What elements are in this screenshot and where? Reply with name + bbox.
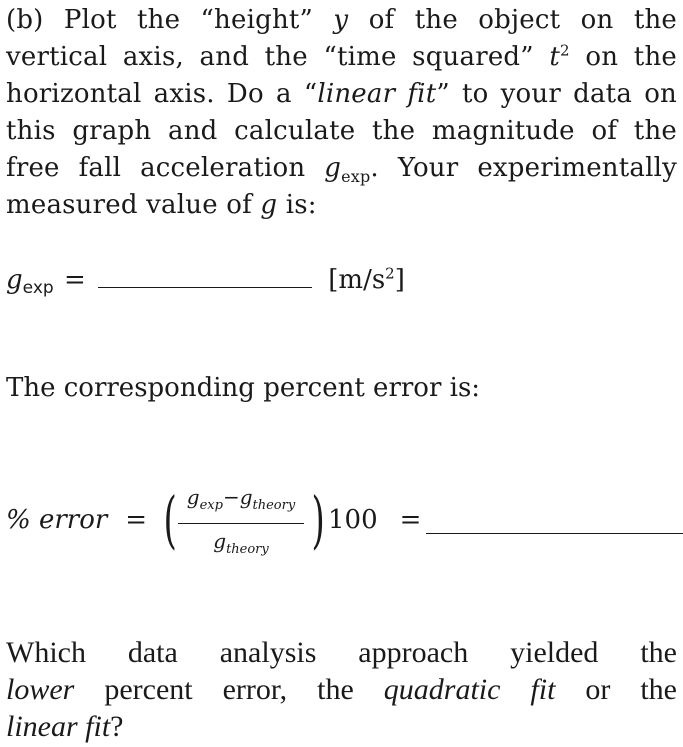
close-paren: ) xyxy=(311,483,325,556)
lower-emphasis: lower xyxy=(6,673,75,706)
gexp-symbol: g xyxy=(6,265,23,295)
linear-fit-emphasis-2: linear fit xyxy=(6,710,111,743)
subscript-exp: exp xyxy=(341,167,371,186)
variable-y: y xyxy=(333,5,349,35)
question-line-1: Which data analysis approach yielded the xyxy=(6,636,677,669)
variable-g-2: g xyxy=(260,190,278,220)
gexp-answer-row xyxy=(6,262,405,307)
question-line-2: lower percent error, the quadratic fit or the xyxy=(6,673,677,706)
variable-g: g xyxy=(324,153,342,183)
part-b-line-1: (b) Plot the “height” y of the object on the xyxy=(6,5,678,35)
fraction-numerator: $g_{exp}-g_{theory}$ xyxy=(186,485,296,513)
percent-error-answer-blank[interactable] xyxy=(426,533,683,534)
percent-error-label: % error = xyxy=(6,505,148,535)
variable-t: t xyxy=(549,42,561,72)
open-paren: ( xyxy=(163,483,177,556)
part-b-instructions xyxy=(6,2,677,224)
part-b-line-2: vertical axis, and the “time squared” $t^2$ on the xyxy=(6,41,677,72)
part-b-line-5: free fall acceleration $g_{exp}$. Your experimentally xyxy=(6,153,677,186)
error-fraction xyxy=(174,482,308,565)
comparison-question xyxy=(6,634,677,745)
fraction-bar xyxy=(178,523,304,524)
gexp-subscript: exp xyxy=(22,278,54,298)
gexp-units: $[m/s^2]$ xyxy=(328,264,405,295)
gexp-equals: = xyxy=(63,265,86,295)
gexp-answer-blank[interactable] xyxy=(98,287,312,288)
part-b-line-3: horizontal axis. Do a “linear fit” to your data on xyxy=(6,79,677,109)
percent-error-prompt: The corresponding percent error is: xyxy=(6,373,481,403)
question-line-3: linear fit? xyxy=(6,710,124,743)
linear-fit-emphasis: linear fit xyxy=(317,79,437,109)
percent-error-rhs: 100 = xyxy=(328,505,422,535)
exponent-2: 2 xyxy=(560,41,570,60)
quadratic-fit-emphasis: quadratic fit xyxy=(383,673,556,706)
percent-error-formula xyxy=(6,478,683,568)
fraction-denominator: $g_{theory}$ xyxy=(213,529,269,557)
part-b-line-4: this graph and calculate the magnitude of the xyxy=(6,116,677,146)
part-b-line-6: measured value of g is: xyxy=(6,190,317,220)
